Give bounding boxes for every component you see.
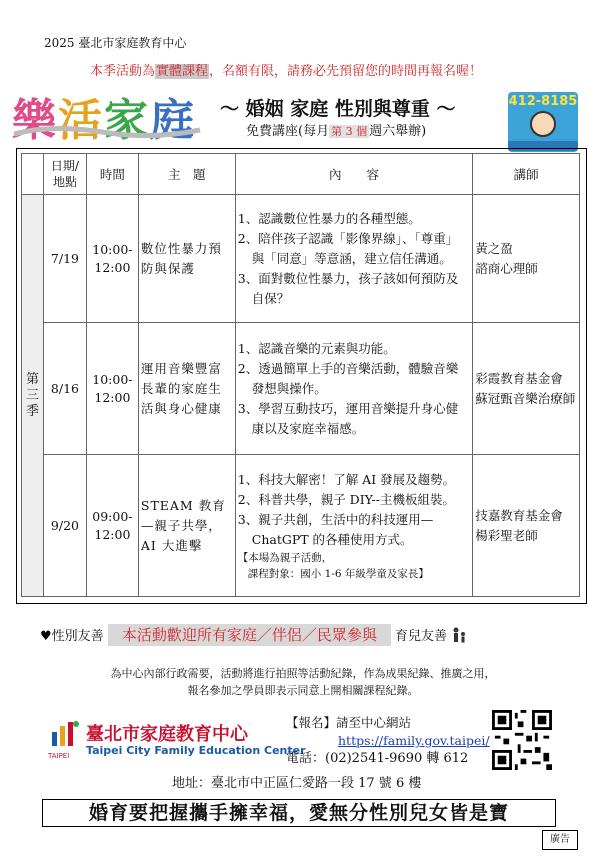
subline-suffix: 週六舉辦): [369, 124, 427, 139]
photo-disclaimer: 為中心內部行政需要，活動將進行拍照等活動紀錄，作為成果紀錄、推廣之用， 報名參加之學員即表示同意上開相關課程紀錄。: [110, 667, 496, 697]
table-row: [22, 195, 580, 323]
row-content: 1、認識音樂的元素與功能。 2、透過簡單上手的音樂活動，體驗音樂發想與操作。 3、學習互動技巧，運用音樂提升身心健康以及家庭幸福感。: [235, 323, 473, 455]
table-row: [22, 323, 580, 455]
table-row: [22, 455, 580, 597]
parent-child-icon: [451, 627, 467, 643]
org-name-en: Taipei City Family Education Center: [86, 744, 306, 757]
row-date: 7/19: [43, 195, 86, 323]
qr-code-icon[interactable]: [492, 710, 552, 770]
banner-right: 育兒友善: [394, 629, 447, 644]
header-date: 日期/ 地點: [43, 154, 86, 195]
row-topic: 數位性暴力預防與保護: [138, 195, 235, 323]
logo-title: [12, 84, 202, 146]
row-date: 8/16: [43, 323, 86, 455]
row-date: 9/20: [43, 455, 86, 597]
schedule-subline: [246, 120, 426, 139]
row-time: 10:00- 12:00: [86, 195, 138, 323]
register-label: 【報名】請至中心網站: [286, 715, 412, 730]
table-header-row: [22, 154, 580, 195]
header-content: 內 容: [235, 154, 473, 195]
row-note-1: 【本場為親子活動，: [237, 551, 333, 564]
row-topic: 運用音樂豐富長輩的家庭生活與身心健康: [138, 323, 235, 455]
subline-prefix: 免費講座(每月: [246, 124, 330, 139]
hotline-number: 412-8185: [508, 94, 578, 109]
swoosh-decoration: [12, 122, 202, 142]
row-topic: STEAM 教育—親子共學，AI 大進擊: [138, 455, 235, 597]
heart-icon: ♥: [40, 629, 52, 644]
schedule-table-frame: [16, 148, 587, 604]
banner-middle: 本活動歡迎所有家庭／伴侶／民眾參與: [108, 624, 391, 646]
child-face-icon: [530, 111, 556, 137]
ad-label: 廣告: [542, 830, 578, 850]
row-note-2: 課程對象：國小 1-6 年級學童及家長】: [247, 567, 429, 580]
hotline-badge: [508, 92, 578, 152]
register-link[interactable]: https://family.gov.taipei/: [338, 733, 490, 748]
header-time: 時間: [86, 154, 138, 195]
schedule-table: [21, 153, 580, 597]
page-subtitle: ～ 婚姻 家庭 性別與尊重 ～: [220, 98, 456, 120]
friendly-banner: [40, 624, 467, 645]
slogan-box: 婚育要把握攜手擁幸福，愛無分性別兒女皆是寶: [42, 799, 556, 827]
notice-prefix: 本季活動為: [90, 64, 156, 79]
row-content: 1、科技大解密！了解 AI 發展及趨勢。 2、科普共學，親子 DIY--主機板組裝。 3、親子共創，生活中的科技運用—ChatGPT 的各種使用方式。 【本場為親子活動， 課程對象：國小 1-6 年級學童及家長】: [235, 455, 473, 597]
address: 地址：臺北市中正區仁愛路一段 17 號 6 樓: [172, 776, 422, 791]
logo-char-3: 家: [104, 95, 150, 146]
subline-highlight: 第 3 個: [331, 125, 368, 138]
logo-char-1: 樂: [12, 95, 58, 146]
org-name: 臺北市家庭教育中心: [86, 724, 248, 745]
logo-char-2: 活: [58, 95, 104, 146]
row-teacher: 技嘉教育基金會 楊彩聖老師: [473, 455, 580, 597]
header-teacher: 講師: [473, 154, 580, 195]
row-content: 1、認識數位性暴力的各種型態。 2、陪伴孩子認識「影像界線」、「尊重」與「同意」等意涵，建立信任溝通。 3、面對數位性暴力，孩子該如何預防及自保？: [235, 195, 473, 323]
row-time: 09:00- 12:00: [86, 455, 138, 597]
banner-left: 性別友善: [51, 629, 104, 644]
header-blank: [22, 154, 44, 195]
logo-char-4: 庭: [150, 95, 196, 146]
notice-suffix: ，名額有限，請務必先預留您的時間再報名喔！: [209, 64, 483, 79]
row-teacher: 黃之盈 諮商心理師: [473, 195, 580, 323]
org-city: TAIPEI: [48, 752, 70, 760]
taipei-logo-icon: [50, 718, 80, 752]
phone-number: 電話：(02)2541-9690 轉 612: [286, 751, 469, 766]
notice-highlight: 實體課程: [156, 64, 209, 79]
season-label: 第 三 季: [22, 195, 44, 597]
row-teacher: 彩霞教育基金會 蘇冠甄音樂治療師: [473, 323, 580, 455]
center-year-title: 2025 臺北市家庭教育中心: [44, 36, 187, 50]
notice-line: [90, 60, 482, 79]
registration-info: [286, 714, 490, 768]
header-topic: 主 題: [138, 154, 235, 195]
row-time: 10:00- 12:00: [86, 323, 138, 455]
